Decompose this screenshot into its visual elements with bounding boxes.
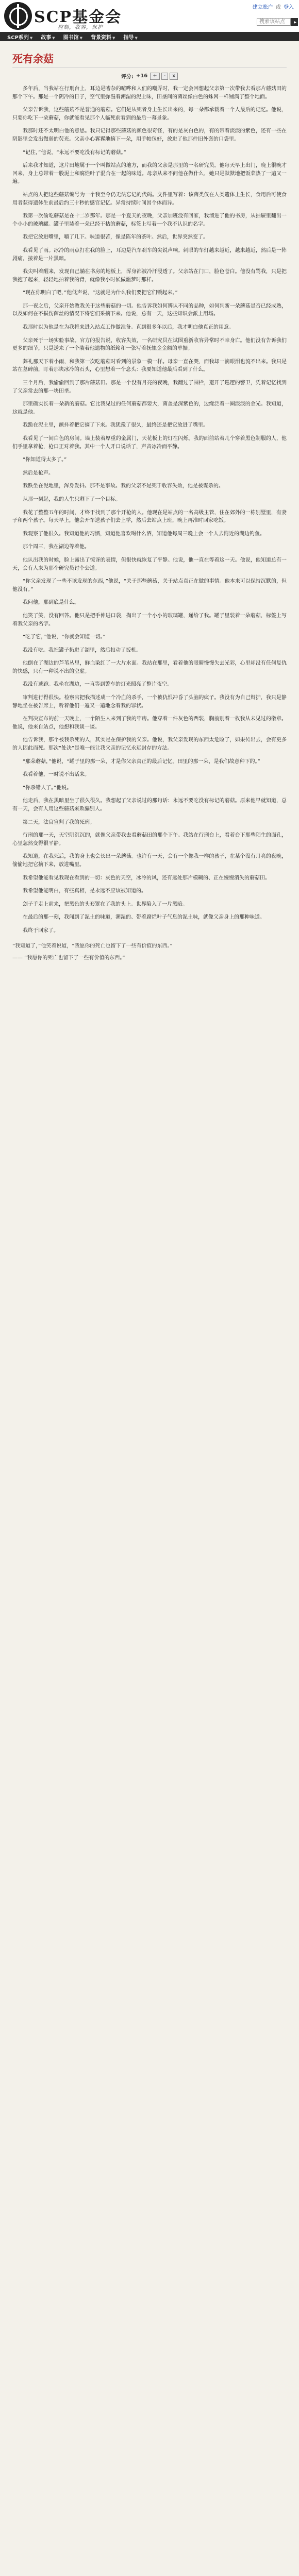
- article-paragraph: 在最后的那一刻，我闻到了泥土的味道，潮湿的、带着腐烂叶子气息的泥土味，就像父亲身上的那种味道。: [23, 914, 265, 921]
- article-paragraph: 我观察了他很久。我知道他的习惯，知道他喜欢喝什么酒，知道他每周三晚上会一个人去附近的湖边钓鱼。: [23, 531, 265, 537]
- page-title: 死有余菇: [12, 53, 54, 65]
- article-paragraph: 他笑了笑，没有回答。他只是把手伸进口袋，掏出了一个小小的玻璃罐，递给了我。罐子里装着一朵蘑菇，标签上写着我父亲的名字。: [12, 613, 287, 627]
- article-paragraph: 那个周三，我在湖边等着他。: [23, 544, 90, 550]
- article-paragraph: 行刑的那一天，天空阴沉沉的，就像父亲带我去看蘑菇田的那个下午。我站在行刑台上，看着台下那些陌生的面孔，心里忽然变得很平静。: [12, 833, 287, 846]
- article-paragraph: 我看见了一间白色的房间。墙上装着厚重的金属门，天花板上的灯在闪烁。我的面前站着几个穿着黑色制服的人，他们手里拿着枪，枪口正对着我。其中一个人开口说话了，声音冰冷而平静。: [12, 436, 287, 450]
- article-paragraph: 那里确实长着一朵新的蘑菇。它比我见过的任何蘑菇都要大，菌盖是深紫色的，边缘泛着一圈淡淡的金光。我知道，这就是他。: [12, 401, 287, 415]
- account-links: [253, 3, 294, 10]
- rating-module: [12, 72, 287, 80]
- article-paragraph: 三个月后，我偷偷回到了那片蘑菇田。那是一个没有月亮的夜晚，我翻过了围栏，避开了巡逻的警卫，凭着记忆找到了父亲常去的那一块田垄。: [12, 380, 287, 394]
- nav-item-label: 图书馆: [63, 35, 79, 41]
- article-paragraph: 我跌坐在泥地里，浑身发抖。那不是事故。我的父亲不是死于收容失效，他是被谋杀的。: [23, 483, 224, 489]
- nav-item-scp-series[interactable]: [3, 33, 37, 41]
- article-paragraph: “现在你明白了吧，”他低声说，“这就是为什么我们要把它们锁起来。”: [23, 290, 178, 296]
- nav-item-library[interactable]: [59, 33, 87, 41]
- article-paragraph: 我没有逃跑。我坐在湖边，一直等到警车的灯光照亮了整片夜空。: [23, 682, 172, 688]
- article-paragraph: 他倒在了湖边的芦苇丛里，鲜血染红了一大片水面。我站在那里，看着他的眼睛慢慢失去光彩，心里却没有任何复仇的快感，只有一种说不出的空虚。: [12, 660, 287, 674]
- article-paragraph: 在判决宣布的前一天晚上，一个陌生人来到了我的牢房。他穿着一件灰色的西装，胸前别着一枚我从未见过的徽章。他说，他来自站点，他想和我谈一谈。: [12, 716, 287, 730]
- article-paragraph: 他告诉我，那个被我杀死的人，其实是在保护我的父亲。他说，我父亲发现的东西太危险了，如果传出去，会有更多的人因此而死。那次“处决”是唯一能让我父亲的记忆永远封存的方法。: [12, 737, 287, 752]
- nav-item-stories[interactable]: [37, 33, 59, 41]
- top-nav: [0, 32, 299, 41]
- nav-item-label: 故事: [41, 35, 52, 41]
- article-paragraph: 我知道，在我死后，我的身上也会长出一朵蘑菇。也许有一天，会有一个像我一样的孩子，在某个没有月亮的夜晚，偷偷地把它摘下来，放进嘴里。: [12, 854, 287, 868]
- article-paragraph: 我希望他能明白，有些真相，是永远不应该被知道的。: [23, 888, 146, 894]
- article-paragraph: “你杀错人了。”他说。: [23, 785, 72, 791]
- article-paragraph: 父亲死于一场实验事故。官方的报告说，收容失效，一名研究员在试图重新收容异常时不幸身亡。他们没有告诉我们更多的细节，只是送来了一个装着他遗物的纸箱和一张写着抚恤金金额的单据。: [12, 337, 287, 352]
- closing-quote: “我知道了，”他笑着说道，“我愿你的死亡也留下了一些有价值的东西。”: [12, 943, 173, 949]
- article-paragraph: 我跪在泥土里，颤抖着把它摘了下来。我犹豫了很久，最终还是把它放进了嘴里。: [23, 422, 208, 429]
- article-paragraph: 葬礼那天下着小雨，和我第一次吃蘑菇时看到的景象一模一样。母亲一直在哭，而我却一滴眼泪也流不出来。我只是站在墓碑前，盯着那块冰冷的石头，心里想着一个念头：我要知道他最后看到了什么。: [12, 359, 287, 373]
- article-paragraph: 刽子手走上前来，把黑色的头套罩在了我的头上。世界陷入了一片黑暗。: [23, 901, 188, 907]
- or-text: 或: [275, 5, 281, 10]
- nav-item-background[interactable]: [87, 33, 119, 41]
- login-link[interactable]: 登入: [284, 5, 294, 10]
- nav-item-label: SCP系列: [7, 35, 29, 41]
- article-paragraph: 我花了整整五年的时间，才终于找到了那个开枪的人。他现在是站点的一名高级主管，住在郊外的一栋别墅里，有妻子和两个孩子。每天早上，他会开车送孩子们去上学，然后去站点上班，晚上再准时回家吃饭。: [12, 510, 287, 524]
- chevron-down-icon: ▼: [135, 36, 138, 40]
- register-link[interactable]: 建立账户: [252, 5, 273, 10]
- article-paragraph: 审判进行得很快。检察官把我描述成一个冷血的杀手，一个被仇恨冲昏了头脑的疯子。我没有为自己辩护，我只是静静地坐在被告席上，听着他们一遍又一遍地念着我的罪状。: [12, 695, 287, 709]
- article-paragraph: 那一夜之后，父亲开始教我关于这些蘑菇的一切。他告诉我如何辨认不同的品种，如何判断一朵蘑菇是否已经成熟，以及如何在不损伤菌丝的情况下将它们采摘下来。他说，总有一天，这些知识会派上用场。: [12, 303, 287, 317]
- site-tagline: 控制，收容，保护: [58, 25, 103, 30]
- chevron-down-icon: ▼: [79, 36, 83, 40]
- search-input[interactable]: [257, 18, 291, 26]
- nav-item-label: 指导: [123, 35, 134, 41]
- rate-cancel-button[interactable]: x: [170, 73, 178, 80]
- rating-label: 评分:: [121, 74, 134, 80]
- article-paragraph: 我没有吃。我把罐子扔进了湖里，然后扣动了扳机。: [23, 647, 141, 653]
- article-paragraph: 后来我才知道，这片田地属于一个叫做站点的地方，而我的父亲是那里的一名研究员。他每天早上出门，晚上很晚才回来，身上总带着一股泥土和腐烂叶子混合在一起的味道。母亲从来不问他在做什么，她只是默默地把饭菜热了一遍又一遍。: [12, 163, 287, 185]
- article-paragraph: 第二天，法官宣判了我的死刑。: [23, 819, 95, 825]
- logo-bar-shape: [17, 4, 19, 28]
- article-paragraph: 站点的人把这些蘑菇编号为一个我至今仍无法忘记的代码。文件里写着：该菌类仅在人类遗体上生长，食用后可使食用者获得遗体生前最后约三十秒的感官记忆。异常持续时间因个体而异。: [12, 192, 287, 206]
- title-divider: [12, 67, 287, 68]
- search-button[interactable]: ▸: [291, 18, 298, 26]
- article-paragraph: “那朵蘑菇，”他说，“罐子里的那一朵，才是你父亲真正的最后记忆。田里的那一朵，是我们故意种下的。”: [23, 758, 260, 765]
- closing-epigraph: —— “我愿你的死亡也留下了一些有价值的东西。”: [12, 955, 125, 961]
- article-paragraph: “吃了它，”他说，“你就会知道一切。”: [23, 634, 106, 640]
- article-paragraph: 我问他，那到底是什么。: [23, 600, 79, 606]
- chevron-down-icon: ▼: [112, 36, 115, 40]
- article-paragraph: 他认出我的时候，脸上露出了惊讶的表情，但很快就恢复了平静。他说，他一直在等着这一天。他说，他知道总有一天，会有人来为那个研究员讨个公道。: [12, 557, 287, 571]
- article-paragraph: “你知道得太多了。”: [23, 457, 67, 463]
- rate-down-button[interactable]: -: [161, 73, 169, 80]
- article-paragraph: 我希望他能看见我现在看到的一切：灰色的天空，冰冷的风，还有远处那片模糊的、正在慢慢消失的蘑菇田。: [23, 875, 270, 881]
- site-name[interactable]: SCP基金会: [34, 8, 122, 26]
- rate-up-button[interactable]: +: [150, 73, 159, 80]
- chevron-down-icon: ▼: [29, 36, 33, 40]
- article-paragraph: 然后是枪声。: [23, 470, 54, 476]
- article-paragraph: 我那时还不太明白他的意思。我只记得那些蘑菇的颜色很奇怪，有的是灰白色的，有的带着淡淡的紫色，还有一些在阴影里会发出微弱的荧光。父亲小心翼翼地摘下一朵，用手帕包好，放进了他那件旧外套的口袋里。: [12, 128, 287, 142]
- chevron-down-icon: ▼: [52, 36, 55, 40]
- article-paragraph: 我看着他，一时说不出话来。: [23, 772, 90, 778]
- site-header: [0, 0, 299, 32]
- article-paragraph: 多年后，当我站在行刑台上，耳边是嘈杂的喧哗和人们的嘲弄时，我一定会回想起父亲第一次带我去看那片蘑菇田的那个下午。那是一个阴冷的日子，空气里弥漫着潮湿的泥土味，田垄间的菌丝像白色的蛛网一样铺满了整个地面。: [12, 86, 287, 100]
- main-content: [0, 41, 299, 2576]
- nav-item-guides[interactable]: [119, 33, 141, 41]
- article-paragraph: 我把它放进嘴里，嚼了几下。味道很苦，像是陈年的茶叶。然后，世界突然变了。: [23, 234, 208, 241]
- article-body: [12, 85, 287, 2576]
- article-paragraph: “记住，”他说，“永远不要吃没有标记的蘑菇。”: [23, 149, 126, 156]
- site-logo[interactable]: [4, 2, 32, 30]
- article-paragraph: 我那时以为他是在为我将来进入站点工作做准备。直到很多年以后，我才明白他真正的用意。: [23, 325, 234, 331]
- article-paragraph: 从那一刻起，我的人生只剩下了一个目标。: [23, 496, 121, 502]
- article-paragraph: 我第一次偷吃蘑菇是在十二岁那年。那是一个夏天的夜晚，父亲加班没有回家，我溜进了他的书房，从抽屉里翻出一个小小的玻璃罐。罐子里装着一朵已经干枯的蘑菇，标签上写着一个我不认识的名字。: [12, 213, 287, 227]
- article-paragraph: 他走后，我在黑暗里坐了很久很久。我想起了父亲说过的那句话：永远不要吃没有标记的蘑菇。原来他早就知道，总有一天，会有人用这些蘑菇来欺骗别人。: [12, 798, 287, 812]
- article-paragraph: 父亲告诉我，这些蘑菇不是普通的蘑菇。它们是从死者身上生长出来的，每一朵都承载着一个人最后的记忆。他说，只要你吃下一朵蘑菇，你就能看见那个人临死前看到的最后一幕景象。: [12, 107, 287, 121]
- article-paragraph: 我尖叫着醒来，发现自己躺在书房的地板上，浑身都被冷汗浸透了。父亲站在门口，脸色苍白。他没有骂我，只是把我抱了起来，轻轻地拍着我的背，就像我小时候做噩梦时那样。: [12, 269, 287, 283]
- article-paragraph: 我看见了雨。冰冷的雨点打在我的脸上，耳边是汽车刹车的尖锐声响。刺眼的车灯越来越近，越来越近，然后是一阵剧痛，接着是一片黑暗。: [12, 247, 287, 262]
- rating-score: +16: [136, 73, 148, 79]
- nav-item-label: 背景资料: [91, 35, 112, 41]
- article-paragraph: 我终于回家了。: [23, 927, 59, 934]
- article-paragraph: “你父亲发现了一些不该发现的东西，”他说，“关于那些蘑菇，关于站点真正在做的事情。他本来可以保持沉默的，但他没有。”: [12, 579, 287, 592]
